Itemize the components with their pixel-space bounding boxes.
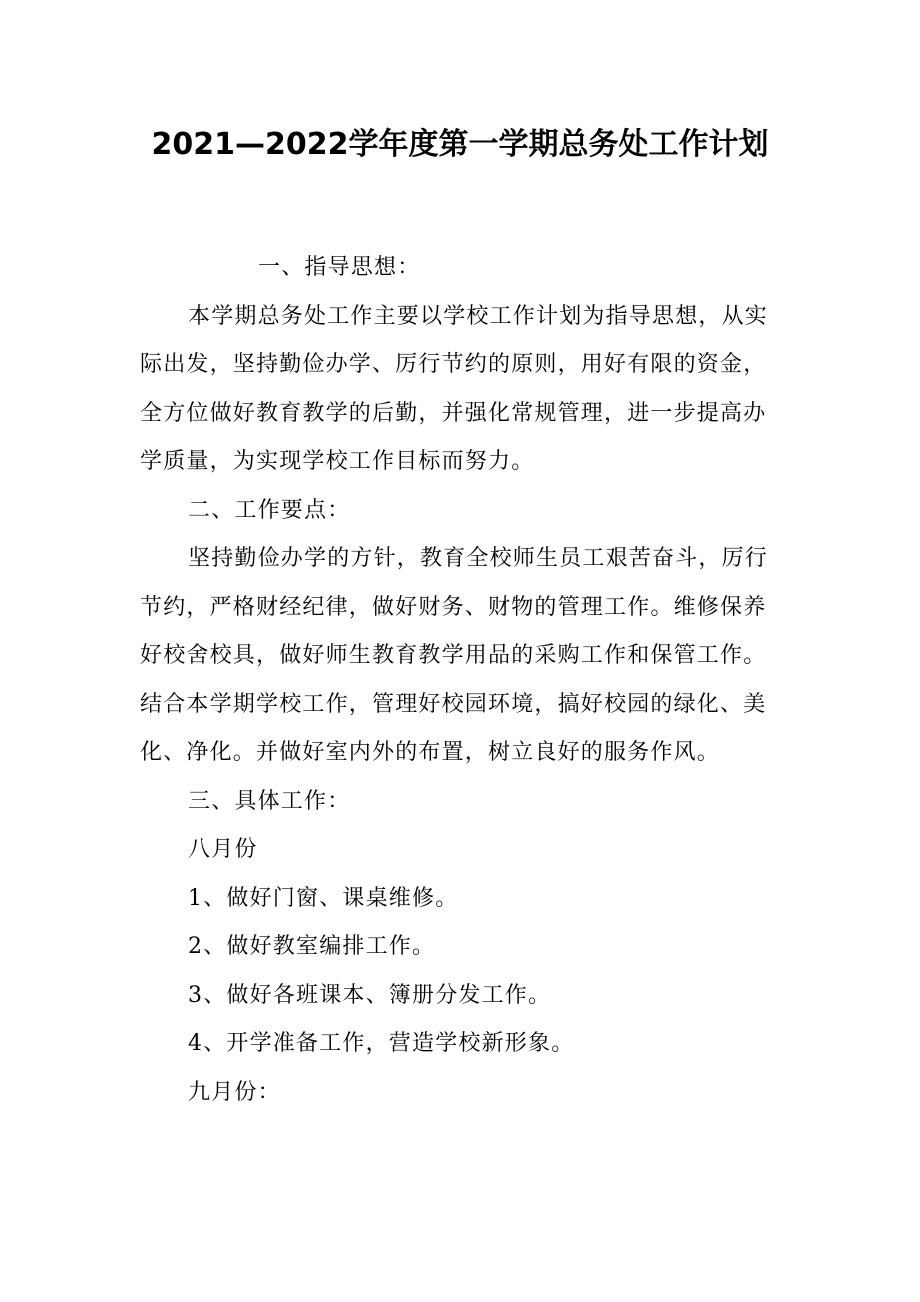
list-item: 4、开学准备工作，营造学校新形象。 bbox=[188, 1031, 575, 1056]
document-title: 2021—2022学年度第一学期总务处工作计划 bbox=[151, 127, 769, 162]
list-item: 2、做好教室编排工作。 bbox=[188, 934, 436, 959]
month-heading-august: 八月份 bbox=[188, 837, 258, 862]
section-heading-guiding-ideology: 一、指导思想： bbox=[258, 255, 421, 280]
document-body bbox=[140, 244, 780, 1117]
section-heading-key-points: 二、工作要点： bbox=[188, 497, 351, 523]
month-heading-september: 九月份： bbox=[188, 1079, 281, 1105]
paragraph-guiding-ideology: 本学期总务处工作主要以学校工作计划为指导思想，从实际出发，坚持勤俭办学、厉行节约的原则，用好有限的资金，全方位做好教育教学的后勤，并强化常规管理，进一步提高办学质量，为实现学校工作目标而努力。 bbox=[140, 303, 769, 474]
paragraph-key-points: 坚持勤俭办学的方针，教育全校师生员工艰苦奋斗，厉行节约，严格财经纪律，做好财务、财物的管理工作。维修保养好校舍校具，做好师生教育教学用品的采购工作和保管工作。结合本学期学校工作，管理好校园环境，搞好校园的绿化、美化、净化。并做好室内外的布置，树立良好的服务作风。 bbox=[140, 546, 769, 765]
list-item: 3、做好各班课本、簿册分发工作。 bbox=[188, 982, 552, 1008]
list-item: 1、做好门窗、课桌维修。 bbox=[188, 885, 459, 911]
section-heading-specific-work: 三、具体工作： bbox=[188, 788, 351, 814]
